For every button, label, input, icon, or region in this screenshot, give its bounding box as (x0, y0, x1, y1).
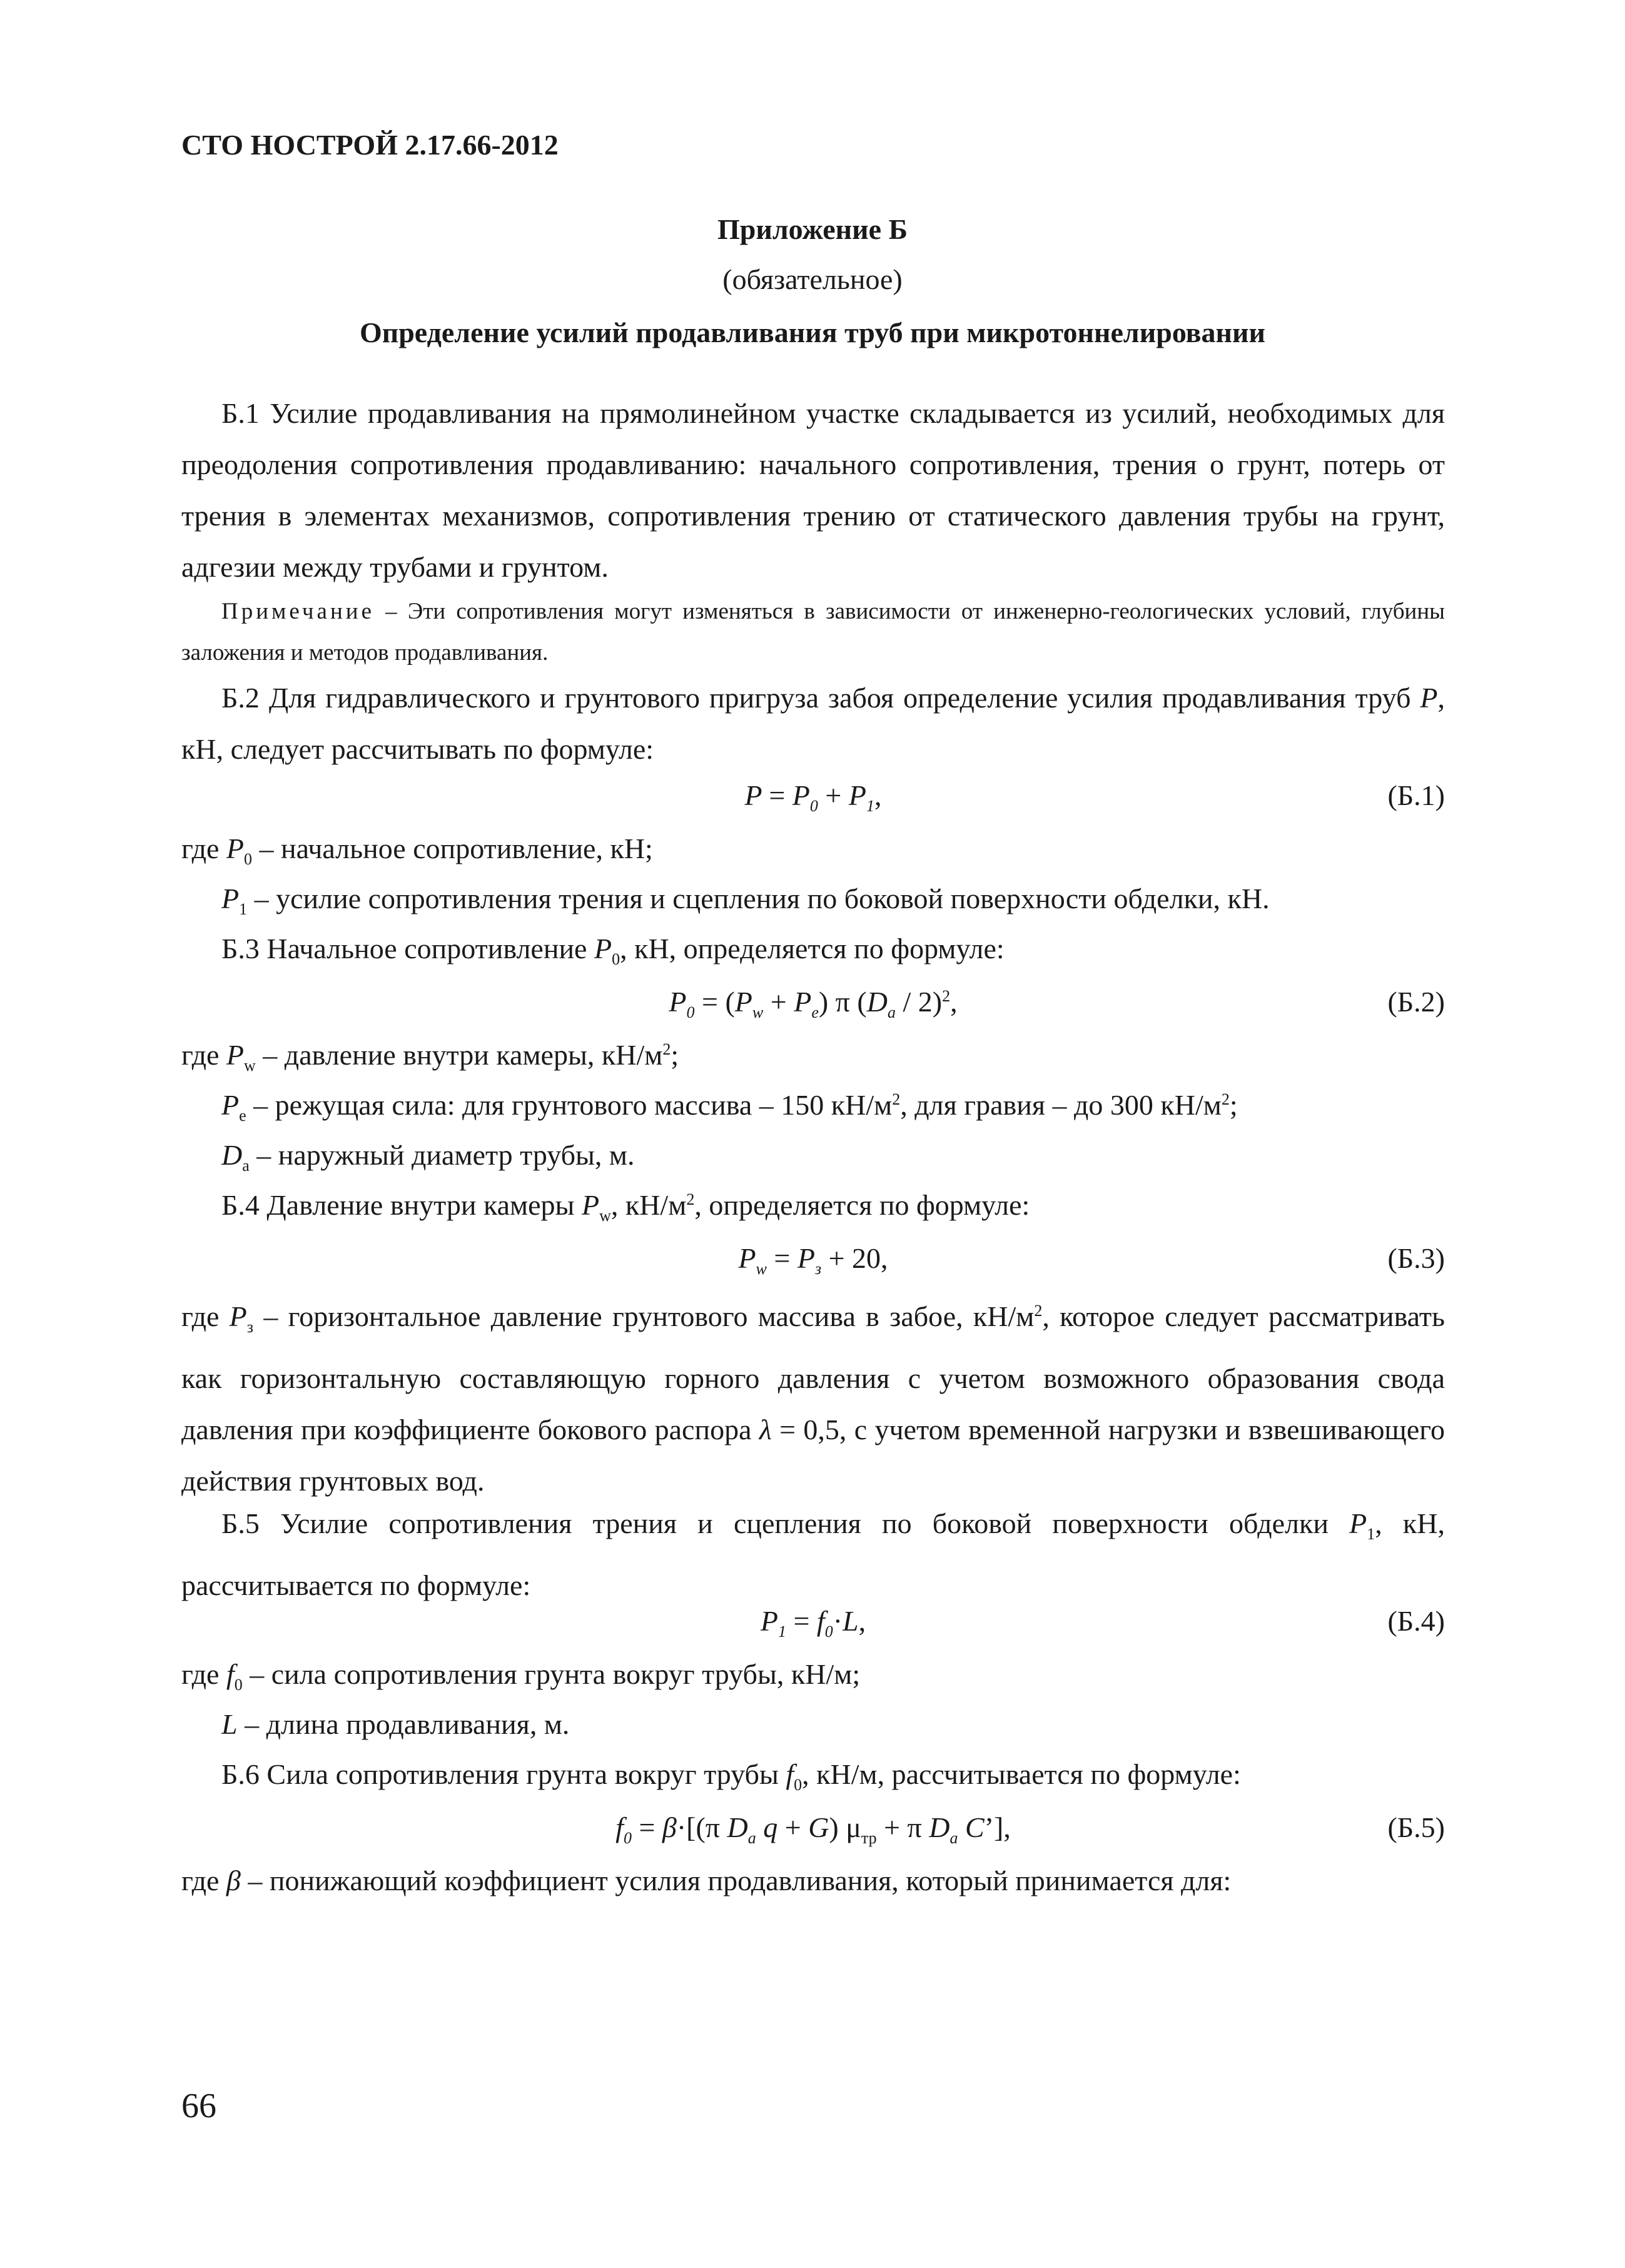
document-code: СТО НОСТРОЙ 2.17.66-2012 (181, 129, 559, 161)
definition-l: L – длина продавливания, м. (221, 1708, 570, 1740)
formula-b3-row (181, 1242, 1445, 1285)
note-lead: Примечание (221, 599, 375, 624)
note-text: – Эти сопротивления могут изменяться в зависимости от инженерно-геологических условий, глубины заложения и методов продавливания. (181, 599, 1445, 666)
paragraph-b4: Б.4 Давление внутри камеры $P_w$, $кН/м^2$, определяется по формуле: (221, 1189, 1030, 1225)
formula-b4-row (181, 1604, 1445, 1648)
formula-b2-row (181, 985, 1445, 1029)
formula-b5-number: (Б.5) (1387, 1811, 1445, 1843)
paragraph-b3: Б.3 Начальное сопротивление $P_0$, кН, определяется по формуле: (221, 933, 1005, 968)
definition-beta: где β – понижающий коэффициент усилия продавливания, который принимается для: (181, 1865, 1232, 1896)
definition-pw: где $P_w$ – давление внутри камеры, $кН/м^2$; (181, 1039, 679, 1075)
definition-pe: $P_e$ – режущая сила: для грунтового массива – 150 $кН/м^2$, для гравия – до 300 $кН/м^2$; (221, 1089, 1238, 1125)
formula-b5-row (181, 1811, 1445, 1855)
paragraph-b5: Б.5 Усилие сопротивления трения и сцепления по боковой поверхности обделки $P_1$, кН, рассчитывается по формуле: (181, 1507, 1445, 1601)
formula-b3: $P_w = P_з + 20$, (738, 1242, 888, 1278)
paragraph-b1: Б.1 Усилие продавливания на прямолинейном участке складывается из усилий, необходимых для преодоления сопротивления продавливанию: начального сопротивления, трения о грунт, потерь от трения в элементах механизмов, сопротивления трению от статического давления трубы на грунт, адгезии между трубами и грунтом. (181, 397, 1445, 583)
formula-b4-number: (Б.4) (1387, 1605, 1445, 1637)
formula-b2: $P_0 = (P_w + P_e)$ π $(D_a / 2)^2$, (669, 986, 958, 1021)
formula-b3-number: (Б.3) (1387, 1242, 1445, 1274)
definition-p1: $P_1$ – усилие сопротивления трения и сцепления по боковой поверхности обделки, кН. (221, 883, 1270, 918)
page-number: 66 (181, 2087, 216, 2125)
appendix-heading: Определение усилий продавливания труб при микротоннелировании (359, 316, 1266, 348)
definition-f0: где $f_0$ – сила сопротивления грунта вокруг трубы, кН/м; (181, 1658, 861, 1694)
formula-b1-number: (Б.1) (1387, 779, 1445, 811)
formula-b1: $P = P_0 + P_1$, (744, 779, 882, 815)
formula-b4: $P_1 = f_0\cdot L$, (760, 1605, 866, 1641)
formula-b2-number: (Б.2) (1387, 986, 1445, 1018)
definition-da: $D_a$ – наружный диаметр трубы, м. (221, 1139, 635, 1175)
definition-pz: где $P_з$ – горизонтальное давление грунтового массива в забое, $кН/м^2$, которое следует рассматривать как горизонтальную составляющую горного давления с учетом возможного образования свода давления при коэффициенте бокового распора λ = 0,5, с учетом временной нагрузки и взвешивающего действия грунтовых вод. (181, 1300, 1445, 1497)
formula-b5: $f_0 = \beta\cdot[(\pi$ $D_a$ q + G) $\mu_{тр} + \pi$ $D_a$ C’], (615, 1811, 1011, 1847)
paragraph-b6: Б.6 Сила сопротивления грунта вокруг трубы $f_0$, кН/м, рассчитывается по формуле: (221, 1758, 1241, 1794)
appendix-status: (обязательное) (722, 263, 903, 295)
note (181, 591, 1445, 674)
definition-p0: где $P_0$ – начальное сопротивление, кН; (181, 833, 653, 868)
formula-b1-row (181, 779, 1445, 823)
paragraph-b2: Б.2 Для гидравлического и грунтового пригруза забоя определение усилия продавливания труб P, кН, следует рассчитывать по формуле: (181, 682, 1445, 765)
appendix-title: Приложение Б (717, 213, 908, 245)
